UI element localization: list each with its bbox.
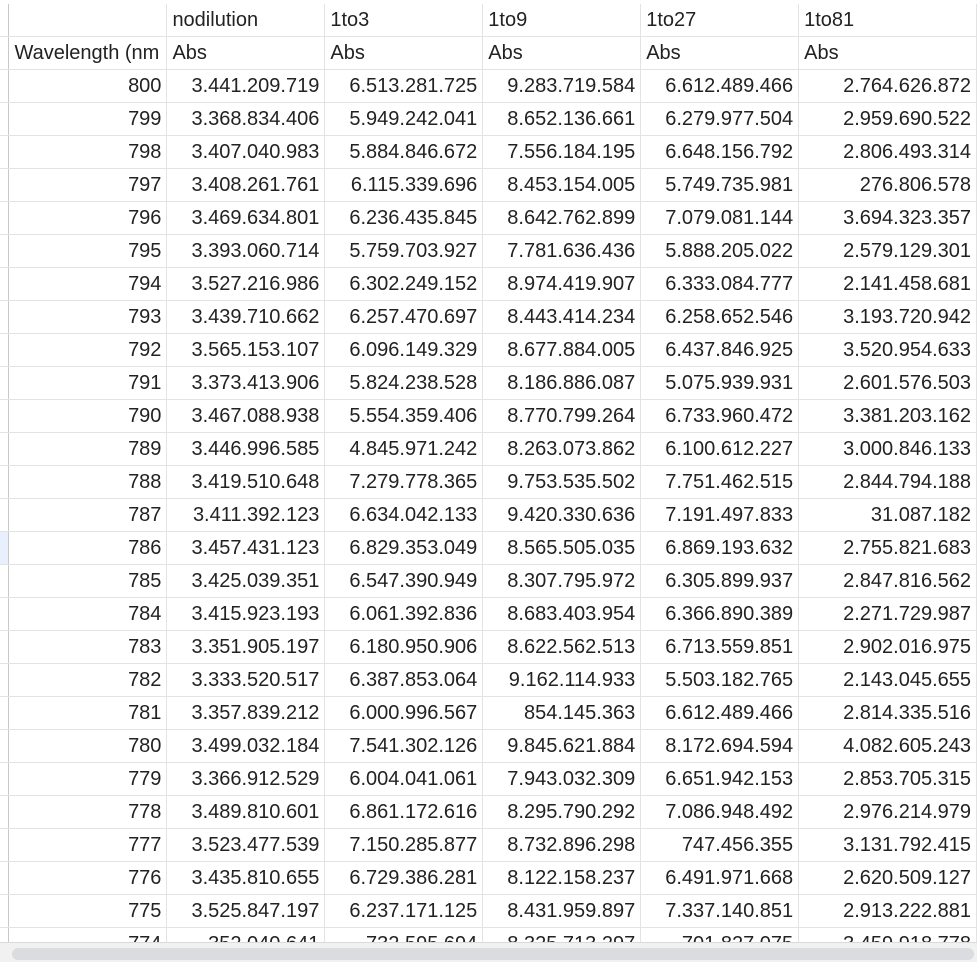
table-cell[interactable]: 3.527.216.986 [167,268,325,301]
table-cell[interactable]: 782 [9,664,167,697]
table-cell[interactable]: 6.612.489.466 [641,697,799,730]
table-cell[interactable]: 7.541.302.126 [325,730,483,763]
header-cell[interactable]: Wavelength (nm [9,37,167,70]
table-cell[interactable]: 7.943.032.309 [483,763,641,796]
table-cell[interactable]: 3.368.834.406 [167,103,325,136]
table-row [0,598,977,631]
row-header[interactable] [0,334,9,367]
table-row [0,301,977,334]
table-cell[interactable]: 7.150.285.877 [325,829,483,862]
table-cell[interactable]: 8.307.795.972 [483,565,641,598]
table-cell[interactable]: 3.373.413.906 [167,367,325,400]
table-cell[interactable]: 8.263.073.862 [483,433,641,466]
table-cell[interactable]: 2.814.335.516 [799,697,977,730]
table-cell[interactable]: 775 [9,895,167,928]
table-cell[interactable]: 7.079.081.144 [641,202,799,235]
table-cell[interactable]: 9.845.621.884 [483,730,641,763]
table-cell[interactable]: 6.236.435.845 [325,202,483,235]
table-cell[interactable]: 795 [9,235,167,268]
table-cell[interactable]: 780 [9,730,167,763]
table-cell[interactable]: 3.469.634.801 [167,202,325,235]
table-cell[interactable]: 3.489.810.601 [167,796,325,829]
table-cell[interactable]: 6.000.996.567 [325,697,483,730]
row-header[interactable] [0,169,9,202]
table-row [0,334,977,367]
table-cell[interactable]: 8.642.762.899 [483,202,641,235]
table-row [0,532,977,565]
table-cell[interactable]: 7.191.497.833 [641,499,799,532]
table-cell[interactable]: 7.337.140.851 [641,895,799,928]
table-cell[interactable]: 8.295.790.292 [483,796,641,829]
table-cell[interactable]: 799 [9,103,167,136]
table-cell[interactable]: 31.087.182 [799,499,977,532]
table-cell[interactable]: 8.443.414.234 [483,301,641,334]
row-header[interactable] [0,532,9,565]
table-cell[interactable]: 2.853.705.315 [799,763,977,796]
table-cell[interactable]: 3.565.153.107 [167,334,325,367]
table-cell[interactable]: 6.115.339.696 [325,169,483,202]
table-row [0,565,977,598]
table-row [0,136,977,169]
table-cell[interactable]: 7.279.778.365 [325,466,483,499]
row-header[interactable] [0,301,9,334]
header-cell[interactable]: nodilution [167,4,325,37]
table-cell[interactable]: 796 [9,202,167,235]
row-header[interactable] [0,70,9,103]
table-cell[interactable]: 9.753.535.502 [483,466,641,499]
table-row [0,697,977,730]
table-cell[interactable]: 854.145.363 [483,697,641,730]
table-cell[interactable]: 3.333.520.517 [167,664,325,697]
row-header[interactable] [0,829,9,862]
table-cell[interactable]: 6.257.470.697 [325,301,483,334]
table-cell[interactable]: 792 [9,334,167,367]
table-cell[interactable]: 8.453.154.005 [483,169,641,202]
table-cell[interactable]: 789 [9,433,167,466]
table-cell[interactable]: 777 [9,829,167,862]
table-cell[interactable]: 2.271.729.987 [799,598,977,631]
table-cell[interactable]: 747.456.355 [641,829,799,862]
table-cell[interactable]: 3.411.392.123 [167,499,325,532]
table-cell[interactable]: 779 [9,763,167,796]
header-cell[interactable]: Abs [325,37,483,70]
table-cell[interactable]: 276.806.578 [799,169,977,202]
header-row [0,37,977,70]
row-header[interactable] [0,136,9,169]
table-cell[interactable]: 2.959.690.522 [799,103,977,136]
table-cell[interactable]: 798 [9,136,167,169]
table-cell[interactable]: 6.004.041.061 [325,763,483,796]
table-row [0,367,977,400]
table-cell[interactable]: 788 [9,466,167,499]
table-cell[interactable]: 6.491.971.668 [641,862,799,895]
table-cell[interactable]: 5.884.846.672 [325,136,483,169]
header-cell[interactable] [9,4,167,37]
table-cell[interactable]: 4.845.971.242 [325,433,483,466]
table-cell[interactable]: 8.565.505.035 [483,532,641,565]
table-cell[interactable]: 8.622.562.513 [483,631,641,664]
table-cell[interactable]: 6.302.249.152 [325,268,483,301]
row-header[interactable] [0,235,9,268]
table-cell[interactable]: 3.408.261.761 [167,169,325,202]
table-row [0,895,977,928]
table-cell[interactable]: 778 [9,796,167,829]
header-cell[interactable]: 1to81 [799,4,977,37]
table-cell[interactable]: 6.100.612.227 [641,433,799,466]
table-cell[interactable]: 5.824.238.528 [325,367,483,400]
table-cell[interactable]: 9.283.719.584 [483,70,641,103]
header-cell[interactable]: 1to27 [641,4,799,37]
table-cell[interactable]: 2.143.045.655 [799,664,977,697]
scrollbar-thumb[interactable] [12,948,974,960]
header-cell[interactable]: Abs [483,37,641,70]
row-header[interactable] [0,631,9,664]
table-cell[interactable]: 783 [9,631,167,664]
table-cell[interactable]: 3.523.477.539 [167,829,325,862]
table-cell[interactable]: 9.420.330.636 [483,499,641,532]
table-cell[interactable]: 3.000.846.133 [799,433,977,466]
table-cell[interactable]: 2.844.794.188 [799,466,977,499]
table-cell[interactable]: 2.806.493.314 [799,136,977,169]
row-header[interactable] [0,367,9,400]
table-cell[interactable]: 8.431.959.897 [483,895,641,928]
header-cell[interactable]: Abs [641,37,799,70]
table-row [0,103,977,136]
table-cell[interactable]: 4.082.605.243 [799,730,977,763]
table-cell[interactable]: 3.351.905.197 [167,631,325,664]
table-cell[interactable]: 6.237.171.125 [325,895,483,928]
table-row [0,631,977,664]
table-cell[interactable]: 790 [9,400,167,433]
table-row [0,400,977,433]
table-row [0,235,977,268]
header-row [0,4,977,37]
table-cell[interactable]: 797 [9,169,167,202]
table-cell[interactable]: 3.457.431.123 [167,532,325,565]
table-cell[interactable]: 2.601.576.503 [799,367,977,400]
table-cell[interactable]: 2.141.458.681 [799,268,977,301]
table-cell[interactable]: 787 [9,499,167,532]
table-cell[interactable]: 6.279.977.504 [641,103,799,136]
header-cell[interactable]: 1to3 [325,4,483,37]
table-cell[interactable]: 3.381.203.162 [799,400,977,433]
table-cell[interactable]: 3.525.847.197 [167,895,325,928]
table-cell[interactable]: 8.974.419.907 [483,268,641,301]
table-row [0,763,977,796]
table-cell[interactable]: 3.393.060.714 [167,235,325,268]
table-cell[interactable]: 6.513.281.725 [325,70,483,103]
row-header[interactable] [0,103,9,136]
table-cell[interactable]: 8.770.799.264 [483,400,641,433]
table-cell[interactable]: 8.652.136.661 [483,103,641,136]
table-cell[interactable]: 6.547.390.949 [325,565,483,598]
row-header[interactable] [0,697,9,730]
row-header[interactable] [0,202,9,235]
table-cell[interactable]: 6.366.890.389 [641,598,799,631]
table-cell[interactable]: 6.713.559.851 [641,631,799,664]
table-cell[interactable]: 2.579.129.301 [799,235,977,268]
table-cell[interactable]: 8.732.896.298 [483,829,641,862]
table-cell[interactable]: 3.419.510.648 [167,466,325,499]
table-cell[interactable]: 6.437.846.925 [641,334,799,367]
table-cell[interactable]: 6.829.353.049 [325,532,483,565]
row-header[interactable] [0,730,9,763]
table-cell[interactable]: 6.869.193.632 [641,532,799,565]
table-cell[interactable]: 2.976.214.979 [799,796,977,829]
table-row [0,466,977,499]
table-cell[interactable]: 8.683.403.954 [483,598,641,631]
table-cell[interactable]: 784 [9,598,167,631]
row-header[interactable] [0,763,9,796]
table-cell[interactable]: 7.556.184.195 [483,136,641,169]
header-cell[interactable]: Abs [799,37,977,70]
table-cell[interactable]: 6.634.042.133 [325,499,483,532]
row-header[interactable] [0,400,9,433]
table-cell[interactable]: 3.446.996.585 [167,433,325,466]
table-cell[interactable]: 3.439.710.662 [167,301,325,334]
table-cell[interactable]: 5.503.182.765 [641,664,799,697]
table-cell[interactable]: 6.305.899.937 [641,565,799,598]
row-header[interactable] [0,895,9,928]
table-cell[interactable]: 794 [9,268,167,301]
table-cell[interactable]: 776 [9,862,167,895]
table-cell[interactable]: 8.172.694.594 [641,730,799,763]
row-header[interactable] [0,598,9,631]
row-header[interactable] [0,664,9,697]
table-row [0,730,977,763]
table-cell[interactable]: 5.075.939.931 [641,367,799,400]
table-cell[interactable]: 3.131.792.415 [799,829,977,862]
table-cell[interactable]: 9.162.114.933 [483,664,641,697]
table-cell[interactable]: 3.357.839.212 [167,697,325,730]
table-cell[interactable]: 6.651.942.153 [641,763,799,796]
table-cell[interactable]: 2.764.626.872 [799,70,977,103]
table-cell[interactable]: 2.902.016.975 [799,631,977,664]
table-row [0,202,977,235]
table-row [0,862,977,895]
table-cell[interactable]: 6.861.172.616 [325,796,483,829]
table-cell[interactable]: 5.759.703.927 [325,235,483,268]
table-cell[interactable]: 8.122.158.237 [483,862,641,895]
table-cell[interactable]: 6.258.652.546 [641,301,799,334]
table-cell[interactable]: 3.694.323.357 [799,202,977,235]
table-cell[interactable]: 6.648.156.792 [641,136,799,169]
table-row [0,169,977,202]
table-cell[interactable]: 6.387.853.064 [325,664,483,697]
row-header[interactable] [0,499,9,532]
table-row [0,829,977,862]
table-cell[interactable]: 6.733.960.472 [641,400,799,433]
table-cell[interactable]: 5.554.359.406 [325,400,483,433]
table-cell[interactable]: 3.415.923.193 [167,598,325,631]
table-row [0,70,977,103]
table-cell[interactable]: 7.086.948.492 [641,796,799,829]
table-cell[interactable]: 3.366.912.529 [167,763,325,796]
table-cell[interactable]: 3.467.088.938 [167,400,325,433]
table-cell[interactable]: 3.435.810.655 [167,862,325,895]
table-cell[interactable]: 3.499.032.184 [167,730,325,763]
table-cell[interactable]: 7.781.636.436 [483,235,641,268]
table-cell[interactable]: 3.193.720.942 [799,301,977,334]
table-row [0,664,977,697]
table-row [0,796,977,829]
row-header[interactable] [0,466,9,499]
table-cell[interactable]: 7.751.462.515 [641,466,799,499]
table-cell[interactable]: 2.755.821.683 [799,532,977,565]
row-header[interactable] [0,862,9,895]
table-cell[interactable]: 6.612.489.466 [641,70,799,103]
table-cell[interactable]: 2.847.816.562 [799,565,977,598]
row-header[interactable] [0,37,9,70]
table-cell[interactable]: 8.186.886.087 [483,367,641,400]
horizontal-scrollbar[interactable] [0,942,977,962]
row-header[interactable] [0,433,9,466]
table-cell[interactable]: 793 [9,301,167,334]
table-row [0,499,977,532]
table-cell[interactable]: 781 [9,697,167,730]
table-cell[interactable]: 8.677.884.005 [483,334,641,367]
table-cell[interactable]: 3.441.209.719 [167,70,325,103]
table-row [0,433,977,466]
table-cell[interactable]: 6.729.386.281 [325,862,483,895]
table-cell[interactable]: 6.180.950.906 [325,631,483,664]
table-cell[interactable]: 5.749.735.981 [641,169,799,202]
table-cell[interactable]: 3.520.954.633 [799,334,977,367]
table-cell[interactable]: 6.333.084.777 [641,268,799,301]
table-cell[interactable]: 791 [9,367,167,400]
table-cell[interactable]: 5.888.205.022 [641,235,799,268]
table-cell[interactable]: 786 [9,532,167,565]
table-cell[interactable]: 3.407.040.983 [167,136,325,169]
table-cell[interactable]: 2.620.509.127 [799,862,977,895]
header-cell[interactable]: Abs [167,37,325,70]
table-row [0,268,977,301]
table-cell[interactable]: 6.096.149.329 [325,334,483,367]
table-cell[interactable]: 2.913.222.881 [799,895,977,928]
table-cell[interactable]: 6.061.392.836 [325,598,483,631]
row-header[interactable] [0,796,9,829]
table-cell[interactable]: 785 [9,565,167,598]
table-cell[interactable]: 800 [9,70,167,103]
header-cell[interactable]: 1to9 [483,4,641,37]
table-cell[interactable]: 3.425.039.351 [167,565,325,598]
data-table [0,4,977,961]
table-cell[interactable]: 5.949.242.041 [325,103,483,136]
row-header[interactable] [0,4,9,37]
row-header[interactable] [0,268,9,301]
row-header[interactable] [0,565,9,598]
